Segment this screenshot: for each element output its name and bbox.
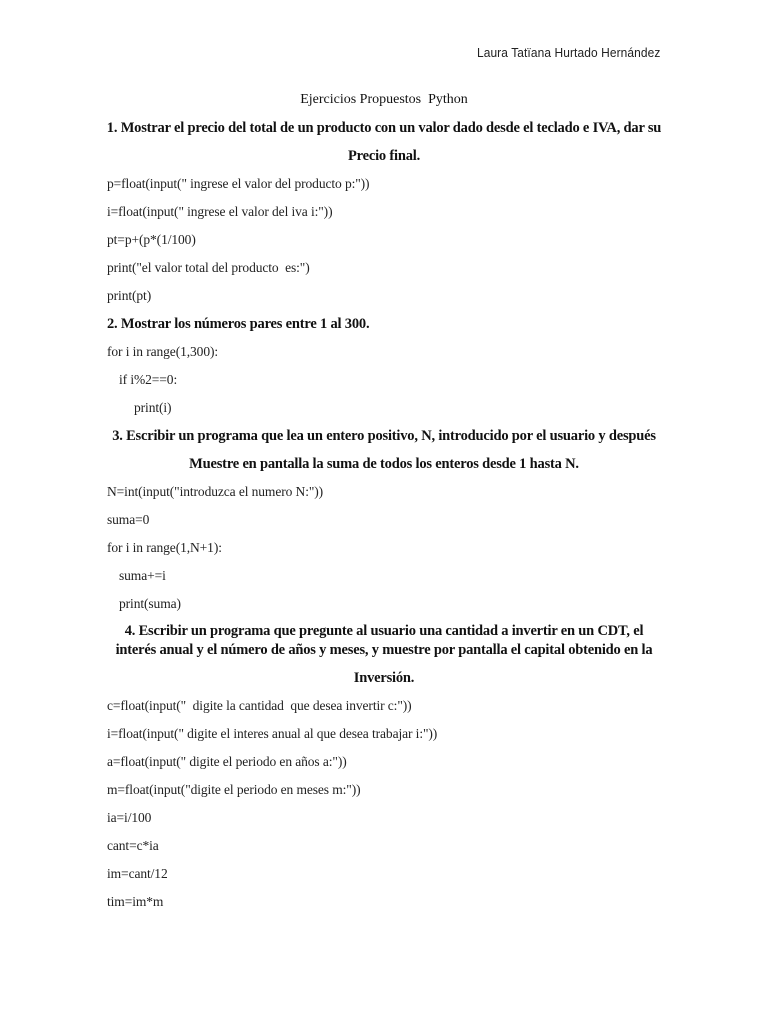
exercise-4-heading-line-3: Inversión.: [353, 670, 415, 686]
exercise-2-code-line: if i%2==0:: [119, 372, 178, 387]
exercise-3-heading-line-2: Muestre en pantalla la suma de todos los enteros desde 1 hasta N.: [189, 456, 579, 472]
exercise-1-code-line: p=float(input(" ingrese el valor del producto p:")): [107, 176, 370, 191]
exercise-2-code-line: for i in range(1,300):: [107, 344, 219, 359]
exercise-4-code-line: c=float(input(" digite la cantidad que desea invertir c:")): [107, 698, 412, 713]
exercise-3-heading-line-1: 3. Escribir un programa que lea un entero positivo, N, introducido por el usuario y después: [112, 428, 656, 444]
exercise-4-code-line: tim=im*m: [107, 894, 164, 909]
exercise-4-code-line: ia=i/100: [107, 810, 152, 825]
exercise-4-code-line: i=float(input(" digite el interes anual al que desea trabajar i:")): [107, 726, 438, 741]
exercise-4-heading-line-2: interés anual y el número de años y meses, y muestre por pantalla el capital obtenido en la: [115, 642, 653, 658]
exercise-3-code-line: suma=0: [107, 512, 150, 527]
exercise-3-code-line: print(suma): [119, 596, 181, 611]
exercise-1-heading-line-2: Precio final.: [347, 148, 421, 164]
exercise-1-code-line: i=float(input(" ingrese el valor del iva i:")): [107, 204, 333, 219]
author-name: Laura Tatïana Hurtado Hernández: [476, 45, 660, 60]
exercise-4-code-line: a=float(input(" digite el periodo en años a:")): [107, 754, 347, 769]
exercise-4-code-line: m=float(input("digite el periodo en meses m:")): [107, 782, 361, 797]
exercise-3-code-line: N=int(input("introduzca el numero N:")): [107, 484, 324, 499]
document-title: Ejercicios Propuestos Python: [300, 92, 468, 107]
exercise-4-heading-line-1: 4. Escribir un programa que pregunte al usuario una cantidad a invertir en un CDT, el: [124, 623, 644, 639]
exercise-1-code-line: print(pt): [107, 288, 152, 303]
exercise-3-code-line: for i in range(1,N+1):: [107, 540, 222, 555]
exercise-4-code-line: cant=c*ia: [107, 838, 159, 853]
exercise-1-heading-line-1: 1. Mostrar el precio del total de un producto con un valor dado desde el teclado e IVA, dar su: [106, 120, 662, 136]
exercise-2-heading: 2. Mostrar los números pares entre 1 al 300.: [107, 316, 370, 332]
exercise-1-code-line: print("el valor total del producto es:"): [107, 260, 310, 275]
exercise-2-code-line: print(i): [134, 400, 172, 415]
exercise-4-code-line: im=cant/12: [107, 866, 168, 881]
exercise-3-code-line: suma+=i: [119, 568, 166, 583]
exercise-1-code-line: pt=p+(p*(1/100): [107, 232, 196, 247]
